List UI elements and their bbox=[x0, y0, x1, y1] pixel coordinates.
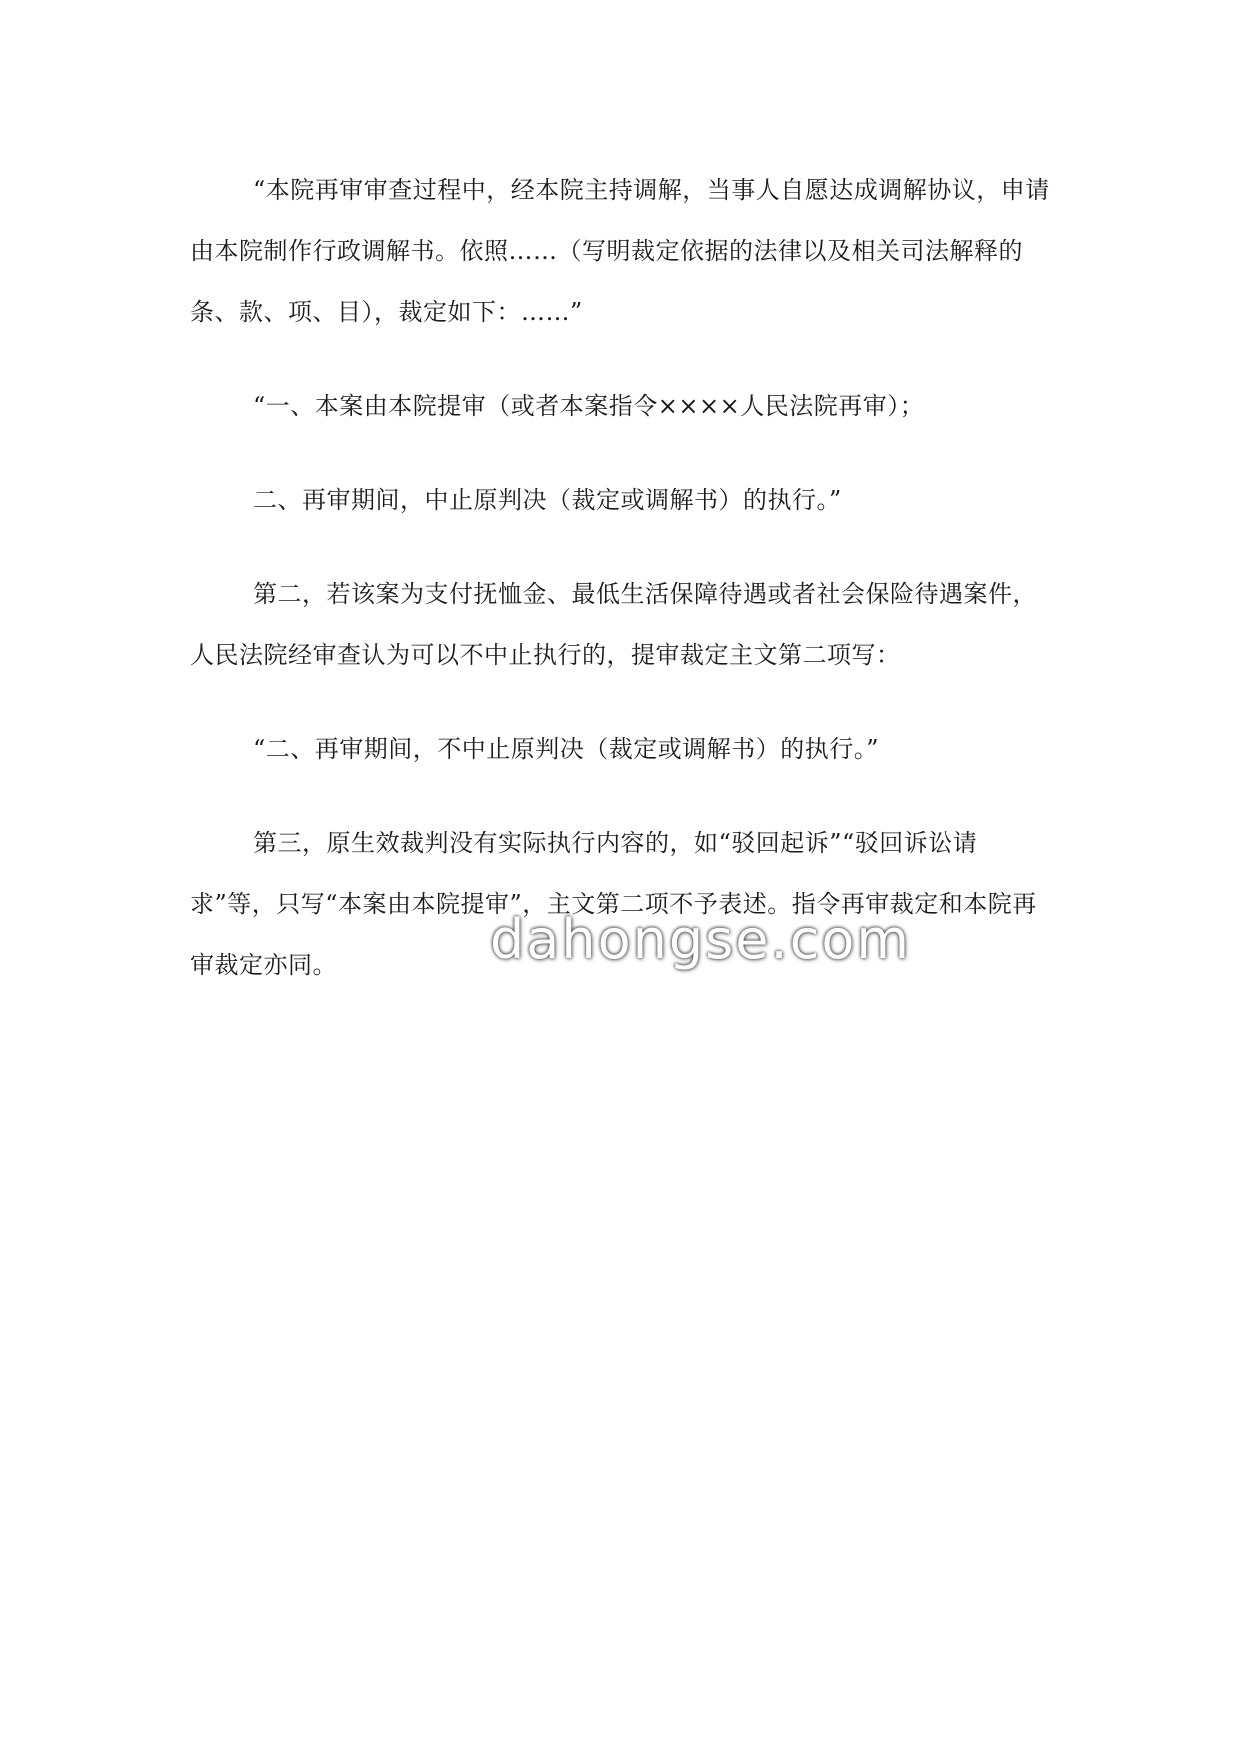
paragraph-mediation-ruling: “本院再审审查过程中，经本院主持调解，当事人自愿达成调解协议，申请由本院制作行政调解书。依照……（写明裁定依据的法律以及相关司法解释的条、款、项、目），裁定如下：……” bbox=[190, 176, 1050, 326]
paragraph-item-two: 二、再审期间，中止原判决（裁定或调解书）的执行。” bbox=[253, 486, 842, 514]
document-body bbox=[190, 160, 1050, 996]
paragraph-second-point: 第二，若该案为支付抚恤金、最低生活保障待遇或者社会保险待遇案件，人民法院经审查认为可以不中止执行的，提审裁定主文第二项写： bbox=[190, 580, 1037, 669]
watermark: dahongse.com bbox=[490, 908, 911, 971]
paragraph-item-one: “一、本案由本院提审（或者本案指令××××人民法院再审）； bbox=[253, 392, 925, 420]
paragraph-third-point: 第三，原生效裁判没有实际执行内容的，如“驳回起诉”“驳回诉讼请求”等，只写“本案由本院提审”，主文第二项不予表述。指令再审裁定和本院再审裁定亦同。 bbox=[190, 829, 1037, 979]
paragraph-item-two-alt: “二、再审期间，不中止原判决（裁定或调解书）的执行。” bbox=[253, 735, 880, 763]
